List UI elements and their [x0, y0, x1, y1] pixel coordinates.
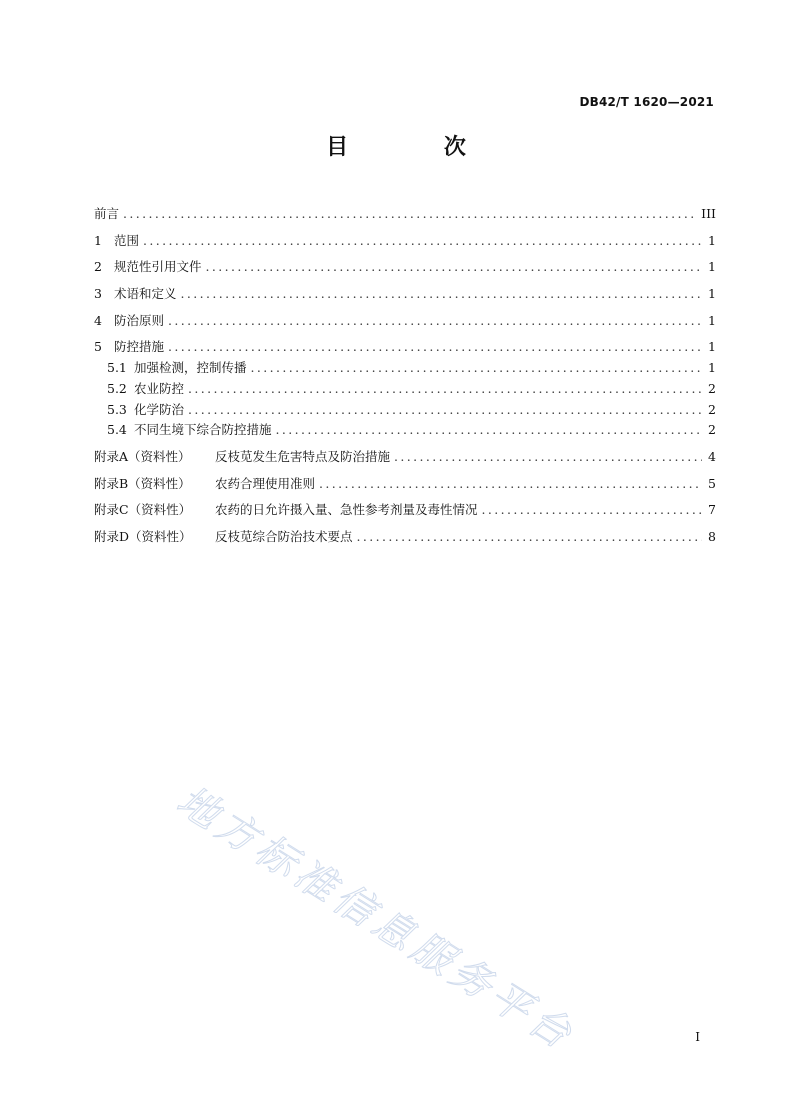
toc-entry-label: 防控措施: [114, 339, 165, 355]
toc-leader-dots: [482, 502, 702, 517]
document-code: DB42/T 1620—2021: [579, 95, 714, 109]
toc-entry-appendix-c[interactable]: [94, 500, 716, 527]
toc-entry-label: 加强检测，控制传播: [134, 360, 247, 376]
toc-entry-foreword[interactable]: [94, 204, 716, 231]
toc-appendix-label: 附录B（资料性）: [94, 475, 191, 491]
toc-leader-dots: [123, 206, 697, 221]
toc-page-number: 1: [708, 312, 716, 328]
toc-entry-5-2[interactable]: [94, 379, 716, 400]
toc-page-number: 1: [708, 360, 716, 376]
toc-entry-label: 农药合理使用准则: [215, 475, 316, 491]
toc-leader-dots: [181, 286, 702, 301]
toc-page-number: 2: [708, 422, 716, 438]
toc-entry-appendix-b[interactable]: [94, 474, 716, 501]
toc-entry-number: 5.2: [107, 381, 127, 397]
toc-leader-dots: [251, 360, 702, 375]
toc-page-number: 4: [708, 448, 716, 464]
page-title: 目 次: [326, 135, 510, 160]
toc-page-number: 2: [708, 381, 716, 397]
toc-leader-dots: [168, 313, 702, 328]
toc-entry-number: 3: [94, 286, 102, 302]
toc-entry-5[interactable]: [94, 337, 716, 358]
toc-entry-label: 规范性引用文件: [114, 259, 202, 275]
toc-appendix-label: 附录D（资料性）: [94, 529, 192, 544]
toc-entry-5-1[interactable]: [94, 358, 716, 379]
toc-leader-dots: [188, 381, 702, 396]
toc-entry-label: 范围: [114, 232, 140, 248]
toc-entry-label: 前言: [94, 206, 120, 221]
toc-entry-appendix-d[interactable]: [94, 527, 716, 554]
toc-entry-number: 5: [94, 339, 102, 355]
toc-leader-dots: [188, 402, 702, 417]
toc-entry-appendix-a[interactable]: [94, 447, 716, 474]
toc-entry-label: 反枝苋综合防治技术要点: [215, 529, 353, 544]
toc-entry-label: 防治原则: [114, 312, 165, 328]
toc-page-number: III: [701, 206, 716, 221]
toc-page-number: 1: [708, 286, 716, 302]
toc-appendix-label: 附录C（资料性）: [94, 502, 192, 518]
toc-entry-label: 反枝苋发生危害特点及防治措施: [215, 448, 391, 464]
toc-page-number: 7: [708, 502, 716, 518]
toc-entry-number: 4: [94, 312, 102, 328]
toc-entry-4[interactable]: [94, 311, 716, 338]
toc-page-number: 2: [708, 401, 716, 417]
toc-leader-dots: [276, 422, 702, 437]
toc-entry-number: 5.4: [107, 422, 127, 438]
toc-leader-dots: [168, 339, 702, 354]
toc-entry-number: 5.3: [107, 401, 127, 417]
table-of-contents: [94, 204, 716, 554]
toc-entry-label: 农药的日允许摄入量、急性参考剂量及毒性情况: [215, 502, 478, 518]
toc-page-number: 1: [708, 339, 716, 355]
toc-entry-label: 农业防控: [134, 381, 185, 397]
toc-page-number: 5: [708, 475, 716, 491]
toc-page-number: 8: [708, 529, 716, 544]
toc-entry-number: 1: [94, 232, 102, 248]
toc-entry-number: 5.1: [107, 360, 127, 376]
toc-page-number: 1: [708, 259, 716, 275]
toc-leader-dots: [319, 476, 702, 491]
toc-leader-dots: [357, 529, 702, 544]
toc-entry-label: 化学防治: [134, 401, 185, 417]
toc-leader-dots: [206, 259, 702, 274]
toc-page-number: 1: [708, 232, 716, 248]
watermark-text: 地方标准信息服务平台: [168, 777, 584, 1061]
toc-leader-dots: [143, 233, 702, 248]
toc-entry-label: 不同生境下综合防控措施: [134, 422, 272, 438]
toc-entry-label: 术语和定义: [114, 286, 177, 302]
toc-entry-5-4[interactable]: [94, 420, 716, 441]
page-number: I: [695, 1030, 700, 1044]
toc-entry-5-3[interactable]: [94, 400, 716, 421]
toc-entry-number: 2: [94, 259, 102, 275]
toc-appendix-label: 附录A（资料性）: [94, 448, 191, 464]
toc-entry-1[interactable]: [94, 231, 716, 258]
toc-entry-2[interactable]: [94, 257, 716, 284]
toc-leader-dots: [394, 449, 702, 464]
toc-entry-3[interactable]: [94, 284, 716, 311]
